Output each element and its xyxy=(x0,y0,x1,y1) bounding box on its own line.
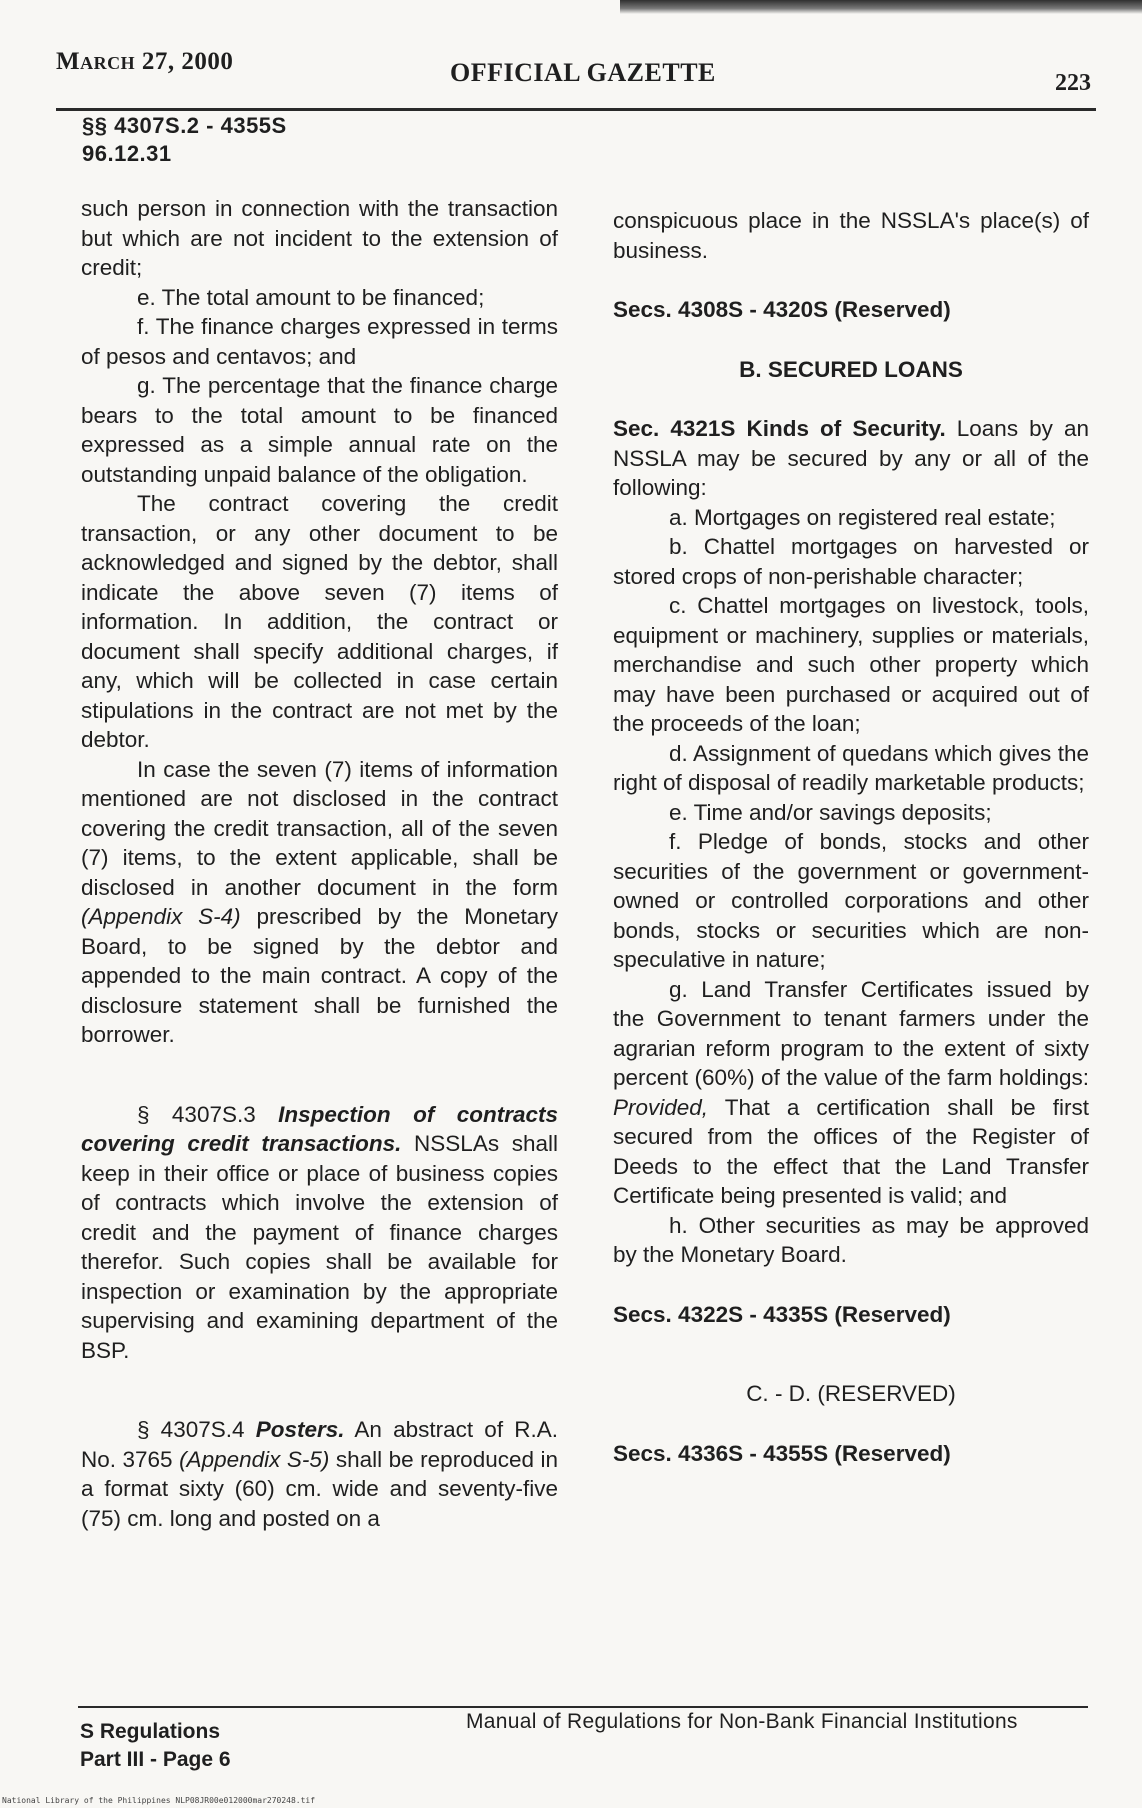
footer-rule xyxy=(78,1706,1088,1708)
appendix-s5-ref: (Appendix S-5) xyxy=(179,1446,330,1472)
list-item-f: f. Pledge of bonds, stocks and other securities of the government or government-owned or controlled corporations and other bonds, stocks or securities which are non-speculative in nature; xyxy=(613,829,1089,972)
paragraph-contract: The contract covering the credit transaction, or any other document to be acknowledged and signed by the debtor, shall indicate the above seven (7) items of information. In addition, the contract or document shall specify additional charges, if any, which will be collected in case certain stipulations in the contract are not met by the debtor. xyxy=(81,491,558,752)
list-item-e: e. The total amount to be financed; xyxy=(137,284,485,310)
paragraph-continued: conspicuous place in the NSSLA's place(s) of business. xyxy=(613,208,1089,263)
paragraph-disclosure: In case the seven (7) items of information mentioned are not disclosed in the contract covering the credit transaction, all of the seven (7) items, to the extent applicable, shall be disclosed in another document in the form (Appendix S-4) prescribed by the Monetary Board, to be signed by the debtor and appended to the main contract. A copy of the disclosure statement shall be furnished the borrower. xyxy=(81,756,559,1047)
section-date: 96.12.31 xyxy=(82,141,172,166)
right-column xyxy=(613,206,1089,1468)
section-title: Sec. 4321S Kinds of Security. xyxy=(613,416,946,441)
list-item-h: h. Other securities as may be approved by the Monetary Board. xyxy=(613,1212,1089,1267)
section-4307s4: § 4307S.4 Posters. An abstract of R.A. No. 3765 (Appendix S-5) shall be reproduced in a format sixty (60) cm. wide and seventy-five (75) cm. long and posted on a xyxy=(81,1417,559,1531)
list-item-f: f. The finance charges expressed in terms of pesos and centavos; and xyxy=(81,314,558,369)
list-item-g: g. The percentage that the finance charge bears to the total amount to be financed expressed as a simple annual rate on the outstanding unpaid balance of the obligation. xyxy=(81,373,558,487)
footer-left xyxy=(80,1718,231,1774)
footer-regulations: S Regulations xyxy=(80,1720,221,1743)
footer-part-page: Part III - Page 6 xyxy=(80,1748,231,1771)
section-4321s: Sec. 4321S Kinds of Security. Loans by an NSSLA may be secured by any or all of the following: xyxy=(613,416,1089,500)
reserved-sections-4336-4355: Secs. 4336S - 4355S (Reserved) xyxy=(613,1440,951,1466)
reserved-sections-4308-4320: Secs. 4308S - 4320S (Reserved) xyxy=(613,297,951,322)
section-range: §§ 4307S.2 - 4355S xyxy=(82,113,287,138)
proviso: Provided, xyxy=(613,1094,709,1120)
heading-c-d-reserved: C. - D. (RESERVED) xyxy=(746,1381,956,1406)
scan-edge-artifact xyxy=(620,0,1142,14)
header-rule xyxy=(56,108,1096,111)
paragraph-continued: such person in connection with the transaction but which are not incident to the extension of credit; xyxy=(81,196,558,280)
list-item-e: e. Time and/or savings deposits; xyxy=(669,799,992,825)
list-item-g: g. Land Transfer Certificates issued by the Government to tenant farmers under the agrarian reform program to the extent of sixty percent (60%) of the value of the farm holdings: Provided, That a certification shall be first secured from the offices of the Register of Deeds to the effect that the Land Transfer Certificate being presented is valid; and xyxy=(613,976,1089,1208)
section-4307s3: § 4307S.3 Inspection of contracts covering credit transactions. NSSLAs shall keep in their office or place of business copies of contracts which involve the extension of credit and the payment of finance charges therefor. Such copies shall be available for inspection or examination by the appropriate supervising and examining department of the BSP. xyxy=(81,1101,558,1363)
header-date: March 27, 2000 xyxy=(56,48,234,75)
section-title: Posters. xyxy=(255,1417,345,1442)
list-item-d: d. Assignment of quedans which gives the right of disposal of readily marketable products; xyxy=(613,740,1089,795)
left-column xyxy=(81,194,558,1533)
appendix-s4-ref: (Appendix S-4) xyxy=(81,904,241,929)
section-title: Inspection of contracts covering credit transactions. xyxy=(81,1101,558,1156)
section-reference xyxy=(82,112,287,168)
footer-manual-title: Manual of Regulations for Non-Bank Financial Institutions xyxy=(466,1710,1018,1733)
heading-secured-loans: B. SECURED LOANS xyxy=(739,356,963,382)
reserved-sections-4322-4335: Secs. 4322S - 4335S (Reserved) xyxy=(613,1301,951,1327)
list-item-b: b. Chattel mortgages on harvested or stored crops of non-perishable character; xyxy=(613,534,1089,589)
list-item-a: a. Mortgages on registered real estate; xyxy=(669,504,1056,530)
scan-source-note: National Library of the Philippines NLP08JR00e012000mar270248.tif xyxy=(2,1796,316,1805)
list-item-c: c. Chattel mortgages on livestock, tools, equipment or machinery, supplies or materials, merchandise and such other property which may have been purchased or acquired out of the proceeds of the loan; xyxy=(613,593,1089,736)
page-number: 223 xyxy=(1055,70,1091,96)
header-publication-title: OFFICIAL GAZETTE xyxy=(450,58,716,87)
